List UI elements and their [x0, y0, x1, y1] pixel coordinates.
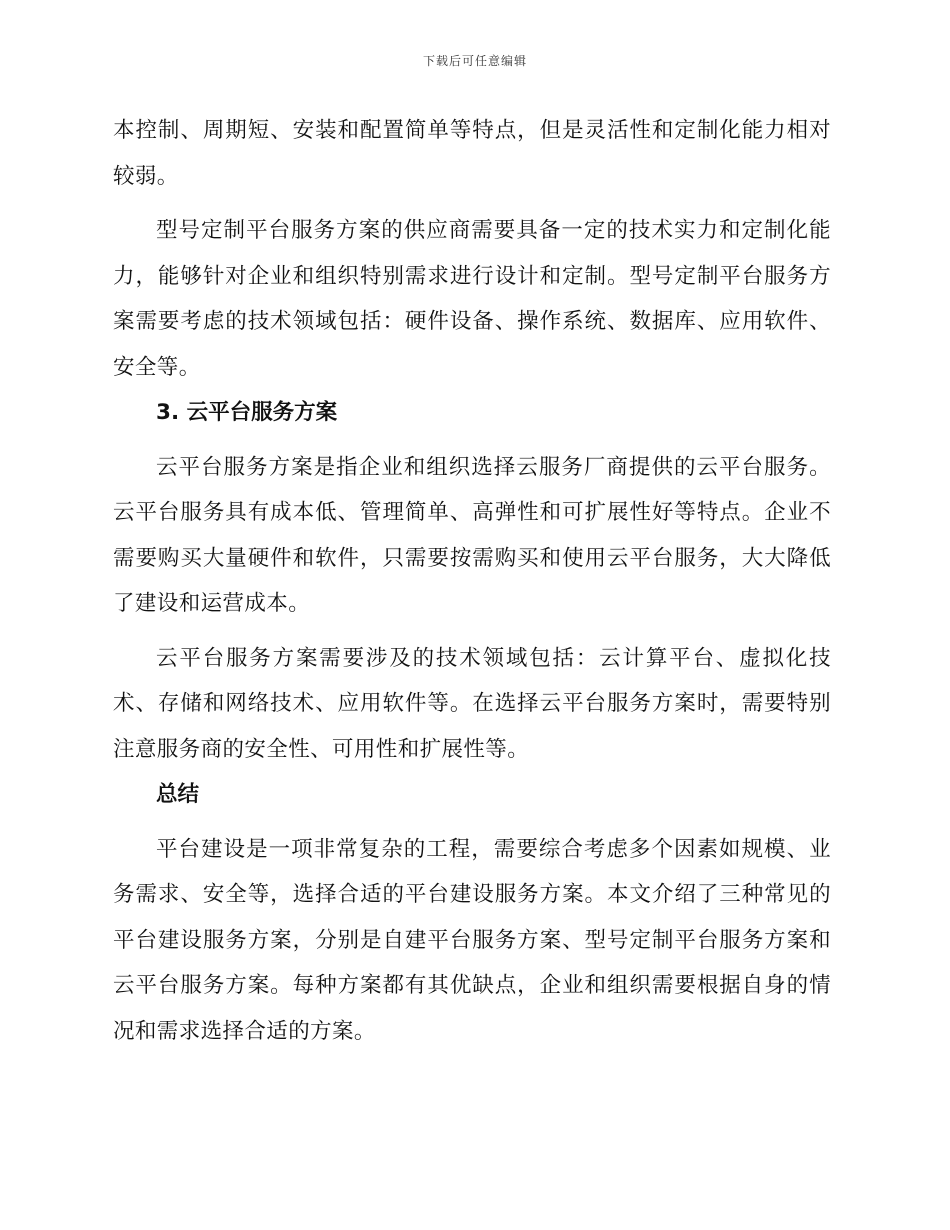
section-heading-cloud-platform: 3. 云平台服务方案: [156, 400, 338, 425]
paragraph-cloud-tech: 云平台服务方案需要涉及的技术领域包括：云计算平台、虚拟化技术、存储和网络技术、应用软件等。在选择云平台服务方案时，需要特别注意服务商的安全性、可用性和扩展性等。: [113, 645, 831, 762]
paragraph-continuation: 本控制、周期短、安装和配置简单等特点，但是灵活性和定制化能力相对较弱。: [113, 118, 831, 189]
paragraph-summary: 平台建设是一项非常复杂的工程，需要综合考虑多个因素如规模、业务需求、安全等，选择合适的平台建设服务方案。本文介绍了三种常见的平台建设服务方案，分别是自建平台服务方案、型号定制平台服务方案和云平台服务方案。每种方案都有其优缺点，企业和组织需要根据自身的情况和需求选择合适的方案。: [113, 836, 831, 1044]
page-header-note: 下载后可任意编辑: [422, 54, 527, 68]
paragraph-custom-platform: 型号定制平台服务方案的供应商需要具备一定的技术实力和定制化能力，能够针对企业和组织特别需求进行设计和定制。型号定制平台服务方案需要考虑的技术领域包括：硬件设备、操作系统、数据库、应用软件、安全等。: [113, 218, 831, 380]
document-body: [113, 108, 831, 1054]
paragraph-cloud-intro: 云平台服务方案是指企业和组织选择云服务厂商提供的云平台服务。云平台服务具有成本低、管理简单、高弹性和可扩展性好等特点。企业不需要购买大量硬件和软件，只需要按需购买和使用云平台服务，大大降低了建设和运营成本。: [113, 454, 831, 616]
section-heading-summary: 总结: [156, 782, 200, 807]
